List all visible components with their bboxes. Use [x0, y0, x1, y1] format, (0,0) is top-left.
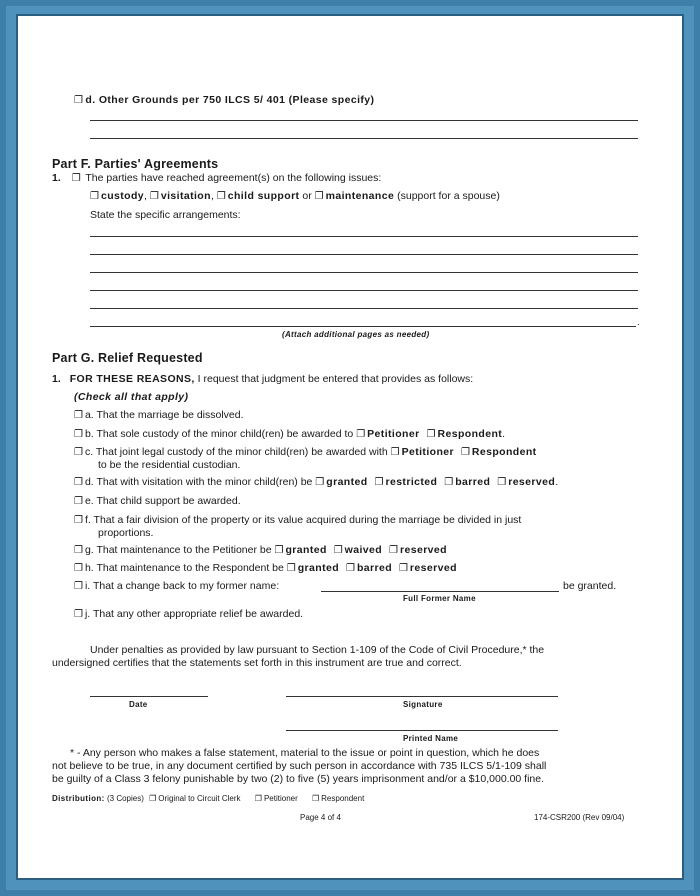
visitation-label: visitation — [160, 190, 211, 202]
footnote-line-2: not believe to be true, in any document certified by such person in accordance with 735 ILCS 5/1-109 shall — [52, 760, 547, 772]
relief-e-label: e. That child support be awarded. — [84, 495, 241, 507]
for-these-reasons: FOR THESE REASONS, — [69, 373, 195, 385]
checkbox-icon[interactable]: ❐ — [374, 477, 384, 488]
checkbox-icon[interactable]: ❐ — [390, 447, 400, 458]
checkbox-icon[interactable]: ❐ — [74, 95, 84, 106]
petitioner-option: Petitioner — [401, 446, 455, 458]
part-f-item-1-text: The parties have reached agreement(s) on the following issues: — [85, 172, 382, 184]
relief-c-line-2: to be the residential custodian. — [98, 459, 241, 471]
full-former-name-caption: Full Former Name — [403, 594, 476, 603]
checkbox-icon[interactable]: ❐ — [497, 477, 507, 488]
part-e-item-d-label: d. Other Grounds per 750 ILCS 5/ 401 (Please specify) — [85, 94, 375, 106]
specify-line-2[interactable] — [90, 138, 638, 139]
child-support-label: child support — [227, 190, 300, 202]
footnote-line-3: be guilty of a Class 3 felony punishable by two (2) to five (5) years imprisonment and/or a $10,000.00 fine. — [52, 773, 545, 785]
separator: , — [144, 190, 147, 202]
checkbox-icon[interactable]: ❐ — [74, 447, 83, 458]
relief-i-label: i. That a change back to my former name: — [84, 580, 280, 592]
relief-i — [74, 580, 279, 592]
certification-line-2: undersigned certifies that the statements set forth in this instrument are true and correct. — [52, 657, 462, 669]
relief-f-line-2: proportions. — [98, 527, 154, 539]
specify-line-1[interactable] — [90, 120, 638, 121]
former-name-field[interactable] — [321, 591, 559, 592]
certification-line-1: Under penalties as provided by law pursuant to Section 1-109 of the Code of Civil Procedure,* the — [90, 644, 545, 656]
checkbox-icon[interactable]: ❐ — [74, 477, 83, 488]
relief-d-label: d. That with visitation with the minor child(ren) be — [84, 476, 313, 488]
maintenance-label: maintenance — [325, 190, 395, 202]
petitioner-option: Petitioner — [367, 428, 420, 440]
part-f-item-1-number: 1. — [52, 172, 61, 184]
respondent-option: Respondent — [471, 446, 537, 458]
separator: , — [210, 190, 214, 202]
arrangement-line-2[interactable] — [90, 254, 638, 255]
barred-option: barred — [455, 476, 491, 488]
relief-c-label: c. That joint legal custody of the minor child(ren) be awarded with — [84, 446, 388, 458]
checkbox-icon[interactable]: ❐ — [74, 429, 83, 440]
distribution-label: Distribution: — [52, 794, 105, 803]
checkbox-icon[interactable]: ❐ — [149, 191, 159, 202]
arrangement-line-5[interactable] — [90, 308, 638, 309]
checkbox-icon[interactable]: ❐ — [216, 191, 226, 202]
state-arrangements-label: State the specific arrangements: — [90, 209, 241, 221]
arrangement-period: . — [637, 317, 640, 328]
checkbox-icon[interactable]: ❐ — [345, 563, 355, 574]
maintenance-note: (support for a spouse) — [397, 190, 500, 202]
respondent-option: Respondent — [437, 428, 503, 440]
relief-c — [74, 446, 537, 458]
checkbox-icon[interactable]: ❐ — [74, 545, 83, 556]
checkbox-icon[interactable]: ❐ — [314, 191, 324, 202]
checkbox-icon[interactable]: ❐ — [274, 545, 284, 556]
reserved-option: reserved — [409, 562, 457, 574]
distribution-respondent: Respondent — [321, 794, 365, 803]
checkbox-icon[interactable]: ❐ — [71, 173, 81, 184]
relief-g — [74, 544, 447, 556]
page-number: Page 4 of 4 — [300, 813, 341, 822]
granted-option: granted — [285, 544, 327, 556]
distribution-original: Original to Circuit Clerk — [158, 794, 241, 803]
checkbox-icon[interactable]: ❐ — [254, 794, 262, 803]
date-field[interactable] — [90, 696, 208, 697]
check-all-note: (Check all that apply) — [74, 391, 189, 403]
document-page — [16, 14, 684, 880]
part-f-heading: Part F. Parties' Agreements — [52, 157, 219, 171]
checkbox-icon[interactable]: ❐ — [398, 563, 408, 574]
reserved-option: reserved — [399, 544, 447, 556]
relief-f — [74, 514, 521, 526]
checkbox-icon[interactable]: ❐ — [74, 581, 83, 592]
granted-option: granted — [297, 562, 340, 574]
checkbox-icon[interactable]: ❐ — [426, 429, 436, 440]
checkbox-icon[interactable]: ❐ — [333, 545, 343, 556]
checkbox-icon[interactable]: ❐ — [315, 477, 325, 488]
signature-caption: Signature — [403, 700, 443, 709]
checkbox-icon[interactable]: ❐ — [311, 794, 320, 803]
checkbox-icon[interactable]: ❐ — [356, 429, 366, 440]
arrangement-line-1[interactable] — [90, 236, 638, 237]
distribution-line — [52, 794, 364, 803]
granted-option: granted — [326, 476, 368, 488]
checkbox-icon[interactable]: ❐ — [74, 563, 83, 574]
checkbox-icon[interactable]: ❐ — [90, 191, 99, 202]
printed-name-field[interactable] — [286, 730, 558, 731]
relief-b — [74, 428, 505, 440]
relief-h-label: h. That maintenance to the Respondent be — [84, 562, 284, 574]
distribution-copies: (3 Copies) — [106, 794, 144, 803]
relief-e — [74, 495, 241, 507]
barred-option: barred — [356, 562, 393, 574]
footnote-line-1: * - Any person who makes a false statement, material to the issue or point in question, which he does — [70, 747, 540, 759]
checkbox-icon[interactable]: ❐ — [74, 609, 83, 620]
attach-pages-note: (Attach additional pages as needed) — [282, 330, 430, 339]
part-g-item-1-number: 1. — [52, 373, 61, 385]
arrangement-line-4[interactable] — [90, 290, 638, 291]
part-g-heading: Part G. Relief Requested — [52, 351, 203, 365]
separator: . — [502, 428, 506, 440]
relief-h — [74, 562, 457, 574]
relief-f-label: f. That a fair division of the property or its value acquired during the marriage be divided in just — [84, 514, 522, 526]
checkbox-icon[interactable]: ❐ — [74, 410, 83, 421]
checkbox-icon[interactable]: ❐ — [389, 545, 398, 556]
separator: . — [555, 476, 559, 488]
date-caption: Date — [129, 700, 148, 709]
part-f-item-1 — [52, 172, 381, 184]
relief-a — [74, 409, 244, 421]
arrangement-line-3[interactable] — [90, 272, 638, 273]
checkbox-icon[interactable]: ❐ — [444, 477, 454, 488]
relief-i-end: be granted. — [563, 580, 617, 592]
part-g-item-1 — [52, 373, 473, 385]
restricted-option: restricted — [385, 476, 438, 488]
arrangement-line-6[interactable] — [90, 326, 636, 327]
relief-g-label: g. That maintenance to the Petitioner be — [84, 544, 272, 556]
reserved-option: reserved — [508, 476, 556, 488]
relief-d — [74, 476, 558, 488]
request-text: I request that judgment be entered that provides as follows: — [197, 373, 474, 385]
checkbox-icon[interactable]: ❐ — [74, 515, 83, 526]
distribution-petitioner: Petitioner — [263, 794, 298, 803]
relief-j-label: j. That any other appropriate relief be awarded. — [84, 608, 304, 620]
checkbox-icon[interactable]: ❐ — [460, 447, 470, 458]
relief-a-label: a. That the marriage be dissolved. — [84, 409, 244, 421]
relief-j — [74, 608, 303, 620]
part-e-item-d — [74, 94, 374, 106]
waived-option: waived — [344, 544, 383, 556]
form-id: 174-CSR200 (Rev 09/04) — [534, 813, 625, 822]
checkbox-icon[interactable]: ❐ — [74, 496, 83, 507]
relief-b-label: b. That sole custody of the minor child(ren) be awarded to — [84, 428, 354, 440]
custody-label: custody — [100, 190, 145, 202]
checkbox-icon[interactable]: ❐ — [149, 794, 157, 803]
signature-field[interactable] — [286, 696, 558, 697]
part-f-issues — [90, 190, 500, 202]
printed-name-caption: Printed Name — [403, 734, 459, 743]
separator: or — [302, 190, 312, 202]
checkbox-icon[interactable]: ❐ — [286, 563, 296, 574]
